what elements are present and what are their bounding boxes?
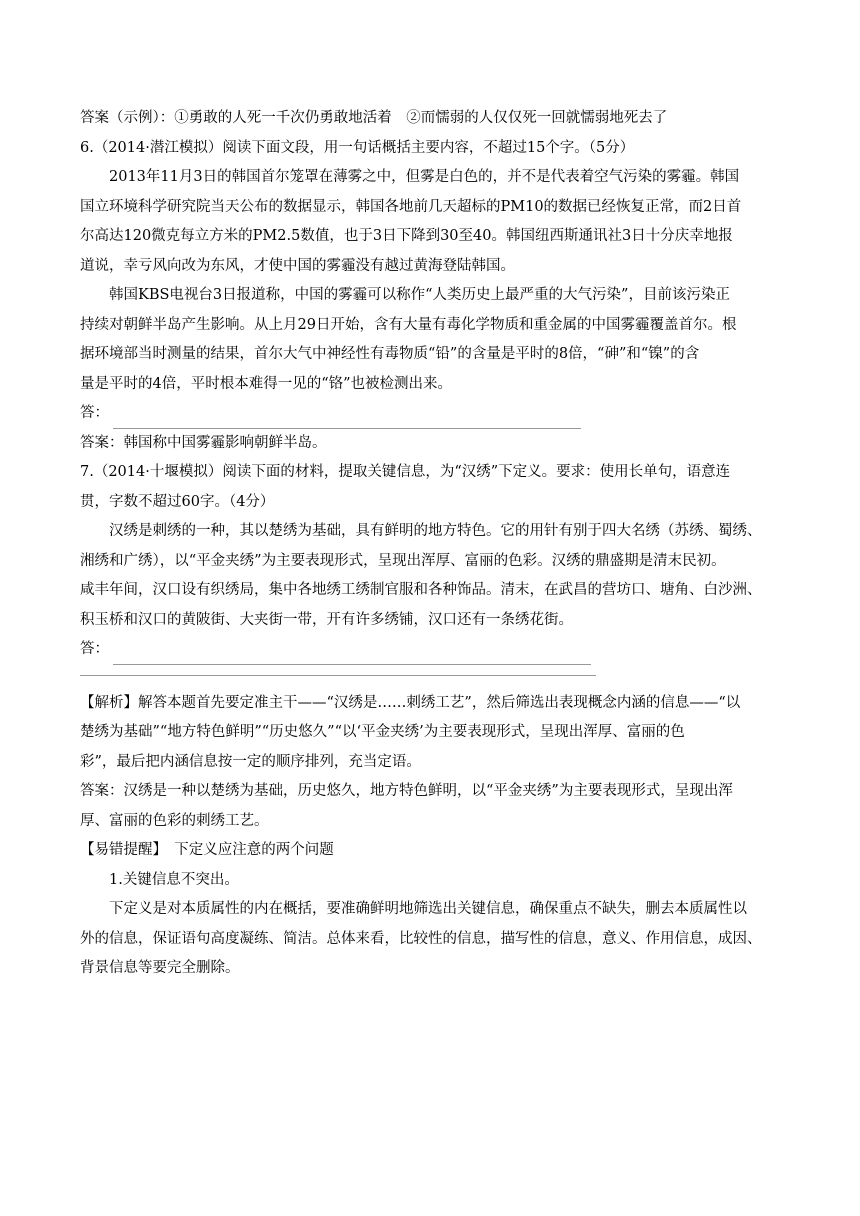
q7-answer-line-1: 答案：汉绣是一种以楚绣为基础，历史悠久，地方特色鲜明，以“平金夹绣”为主要表现形式，呈现出浑 (80, 783, 733, 799)
analysis-line-1: 【解析】解答本题首先要定准主干——“汉绣是……刺绣工艺”，然后筛选出表现概念内涵的信息——“以 (80, 694, 741, 711)
q6-paragraph-1-line-3: 尔高达120微克每立方米的PM2.5数值，也于3日下降到30至40。韩国纽西斯通讯社3日十分庆幸地报 (80, 228, 733, 244)
q7-paragraph-line-3: 咸丰年间，汉口设有织绣局，集中各地绣工绣制官服和各种饰品。清末，在武昌的营坊口、塘角、白沙洲、 (80, 582, 762, 598)
q6-paragraph-2-line-3: 据环境部当时测量的结果，首尔大气中神经性有毒物质“铅”的含量是平时的8倍，“砷”和“镍”的含 (80, 346, 700, 362)
q6-paragraph-2-line-2: 持续对朝鲜半岛产生影响。从上月29日开始，含有大量有毒化学物质和重金属的中国雾霾覆盖首尔。根 (80, 316, 737, 333)
q6-paragraph-1-line-1: 2013年11月3日的韩国首尔笼罩在薄雾之中，但雾是白色的，并不是代表着空气污染的雾霾。韩国 (109, 169, 740, 185)
question-6-title: 6.（2014·潜江模拟）阅读下面文段，用一句话概括主要内容，不超过15个字。（5分） (80, 139, 635, 156)
q6-paragraph-1-line-4: 道说，幸亏风向改为东风，才使中国的雾霾没有越过黄海登陆韩国。 (80, 257, 515, 274)
q7-paragraph-line-4: 积玉桥和汉口的黄陂街、大夹街一带，开有许多绣铺，汉口还有一条绣花街。 (80, 611, 573, 628)
tip-paragraph-line-1: 下定义是对本质属性的内在概括，要准确鲜明地筛选出关键信息，确保重点不缺失，删去本质属性以 (109, 901, 747, 917)
q7-paragraph-line-1: 汉绣是刺绣的一种，其以楚绣为基础，具有鲜明的地方特色。它的用针有别于四大名绣（苏绣、蜀绣、 (109, 523, 762, 539)
q7-answer-underline (113, 648, 591, 665)
q6-answer-blank (80, 399, 782, 429)
q6-paragraph-1-line-2: 国立环境科学研究院当天公布的数据显示，韩国各地前几天超标的PM10的数据已经恢复正常，而2日首 (80, 198, 742, 215)
analysis-line-2: 楚绣为基础”“地方特色鲜明”“历史悠久”“以‘平金夹绣’为主要表现形式，呈现出浑厚、富丽的色 (80, 724, 685, 740)
tip-paragraph-line-2: 外的信息，保证语句高度凝练、简洁。总体来看，比较性的信息，描写性的信息，意义、作用信息，成因、 (80, 930, 762, 947)
document-page (80, 104, 782, 984)
tip-paragraph-line-3: 背景信息等要完全删除。 (80, 960, 240, 976)
answer-5: 答案（示例）：①勇敢的人死一千次仍勇敢地活着 ②而懦弱的人仅仅死一回就懦弱地死去了 (80, 110, 668, 126)
q7-paragraph-line-2: 湘绣和广绣），以“平金夹绣”为主要表现形式，呈现出浑厚、富丽的色彩。汉绣的鼎盛期是清末民初。 (80, 552, 726, 569)
q7-answer-blank (80, 635, 782, 665)
q7-blank-separator (80, 665, 782, 689)
q7-answer-line-2: 厚、富丽的色彩的刺绣工艺。 (80, 812, 269, 829)
question-7-title-line-2: 贯，字数不超过60字。（4分） (80, 493, 275, 510)
tip-title: 【易错提醒】 下定义应注意的两个问题 (80, 842, 334, 858)
q6-answer-label: 答： (80, 405, 109, 421)
question-7-title-line-1: 7.（2014·十堰模拟）阅读下面的材料，提取关键信息，为“汉绣”下定义。要求：使用长单句，语意连 (80, 464, 731, 480)
q7-answer-label: 答： (80, 641, 109, 657)
q6-answer-underline (113, 412, 581, 429)
q6-answer: 答案：韩国称中国雾霾影响朝鲜半岛。 (80, 434, 327, 451)
q6-paragraph-2-line-4: 量是平时的4倍，平时根本难得一见的“铬”也被检测出来。 (80, 375, 453, 392)
tip-item-1: 1.关键信息不突出。 (109, 871, 239, 888)
analysis-line-3: 彩”，最后把内涵信息按一定的顺序排列，充当定语。 (80, 753, 421, 770)
q6-paragraph-2-line-1: 韩国KBS电视台3日报道称，中国的雾霾可以称作“人类历史上最严重的大气污染”，目前该污染正 (109, 287, 730, 303)
